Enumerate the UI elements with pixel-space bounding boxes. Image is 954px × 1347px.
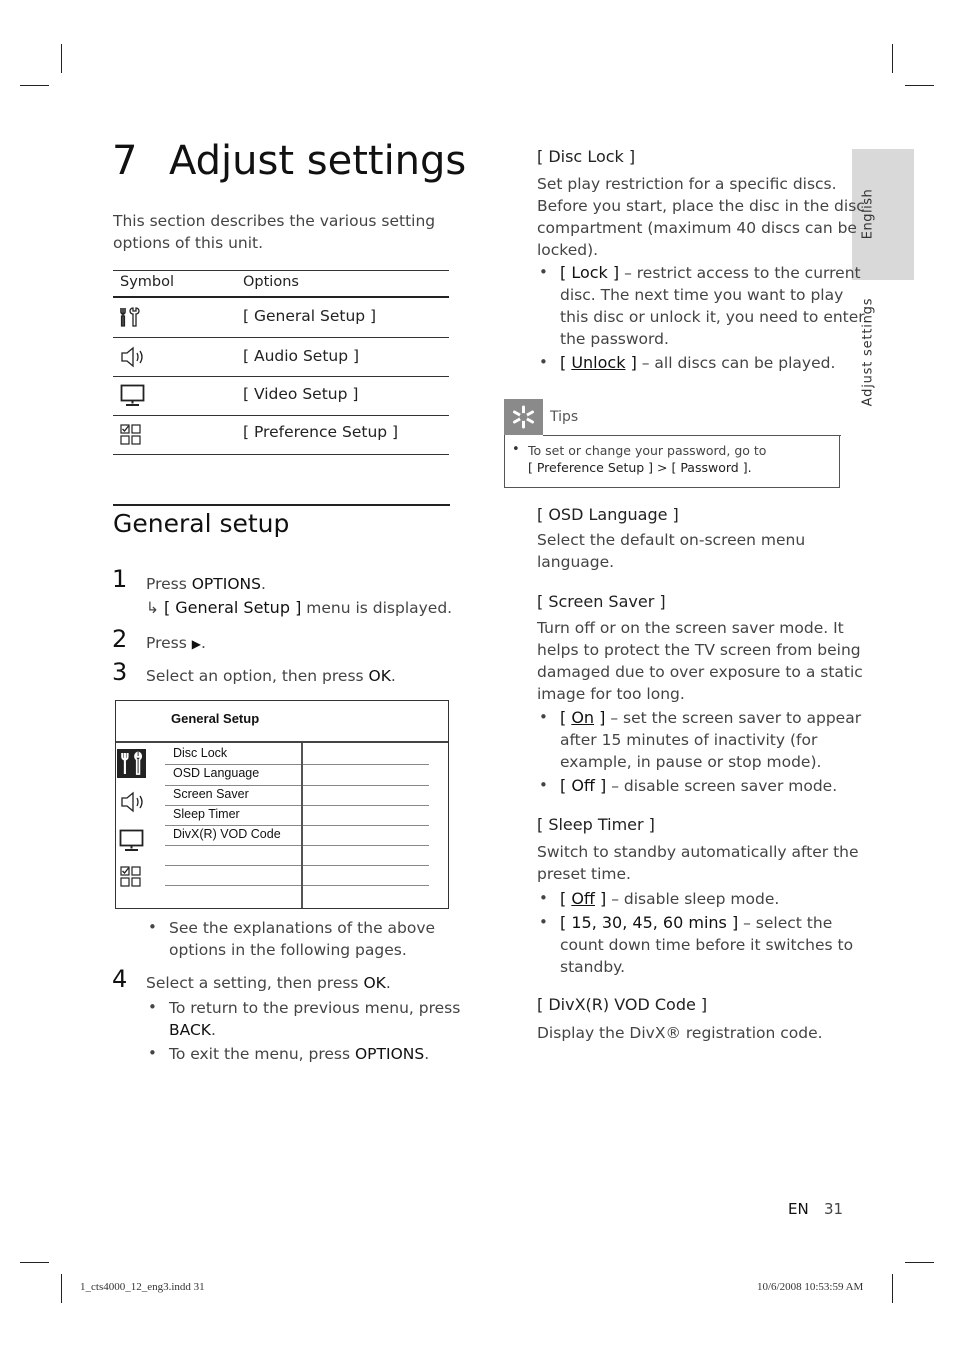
table-row: [113, 377, 449, 416]
osd-language-heading: [ OSD Language ]: [537, 505, 679, 524]
table-top-rule: [113, 270, 449, 271]
step-number: 4: [112, 965, 128, 993]
crop-mark: [61, 44, 62, 73]
screen-saver-heading: [ Screen Saver ]: [537, 592, 666, 611]
saver-on-line: example, in pause or stop mode).: [560, 753, 822, 771]
crop-mark: [20, 85, 49, 86]
bullet: •: [539, 913, 548, 931]
step-number: 2: [112, 625, 128, 653]
step-4-text: Select a setting, then press OK.: [146, 974, 391, 992]
saver-line: damaged due to over exposure to a static: [537, 663, 863, 681]
option-video-setup: [ Video Setup ]: [243, 385, 359, 403]
divx-heading: [ DivX(R) VOD Code ]: [537, 995, 708, 1014]
menu-item-disc-lock: Disc Lock: [173, 746, 228, 760]
footer-date: 10/6/2008 10:53:59 AM: [757, 1281, 864, 1293]
saver-line: image for too long.: [537, 685, 685, 703]
tips-line-2: [ Preference Setup ] > [ Password ].: [528, 460, 752, 475]
menu-item-screen-saver: Screen Saver: [173, 787, 249, 801]
general-setup-icon: [119, 306, 141, 328]
sleep-mins-line: count down time before it switches to: [560, 936, 854, 954]
step-1-text: Press OPTIONS.: [146, 575, 266, 593]
back-line-2: BACK.: [169, 1021, 216, 1039]
side-tab-english-label: English: [860, 188, 876, 240]
sleep-line: preset time.: [537, 865, 631, 883]
lock-line: disc. The next time you want to play: [560, 286, 844, 304]
lock-line: the password.: [560, 330, 669, 348]
lock-line: [ Lock ] – restrict access to the current: [560, 263, 861, 282]
bullet: •: [148, 918, 157, 936]
bullet: •: [148, 998, 157, 1016]
intro-line-2: options of this unit.: [113, 234, 264, 252]
saver-line: helps to protect the TV screen from being: [537, 641, 861, 659]
table-header-symbol: Symbol: [120, 274, 175, 290]
footer-filename: 1_cts4000_12_eng3.indd 31: [80, 1281, 205, 1293]
exit-line: To exit the menu, press OPTIONS.: [169, 1045, 430, 1063]
back-line-1: To return to the previous menu, press: [169, 999, 461, 1017]
table-row: [113, 338, 449, 377]
audio-setup-icon: [119, 346, 147, 368]
menu-title-rule: [116, 741, 448, 743]
saver-line: Turn off or on the screen saver mode. It: [537, 619, 844, 637]
menu-screenshot: [115, 700, 449, 909]
chapter-number: 7: [112, 138, 138, 184]
lock-line: this disc or unlock it, you need to enter: [560, 308, 865, 326]
saver-on-line: after 15 minutes of inactivity (for: [560, 731, 818, 749]
bullet: •: [539, 889, 548, 907]
crop-mark: [61, 1274, 62, 1303]
sleep-mins-line: standby.: [560, 958, 626, 976]
menu-item-osd-language: OSD Language: [173, 766, 260, 780]
intro-line-1: This section describes the various setting: [113, 212, 436, 230]
play-icon: ▶: [191, 637, 201, 651]
footer-lang: EN: [788, 1200, 809, 1218]
step-number: 3: [112, 658, 128, 686]
menu-general-tab: [117, 749, 146, 778]
general-setup-icon: [117, 749, 146, 778]
osd-line: language.: [537, 553, 615, 571]
bullet: •: [539, 776, 548, 794]
preference-setup-icon: [120, 866, 142, 888]
note-line-1: See the explanations of the above: [169, 919, 436, 937]
table-header-options: Options: [243, 274, 299, 290]
table-row: [113, 298, 449, 338]
divx-text: Display the DivX® registration code.: [537, 1024, 823, 1042]
section-heading: General setup: [113, 509, 290, 538]
bullet: •: [512, 442, 520, 457]
result-arrow-icon: ↳: [146, 599, 159, 617]
disc-lock-line: locked).: [537, 241, 599, 259]
unlock-line: [ Unlock ] – all discs can be played.: [560, 353, 836, 372]
disc-lock-line: compartment (maximum 40 discs can be: [537, 219, 857, 237]
bullet: •: [539, 708, 548, 726]
table-row: [113, 416, 449, 455]
note-line-2: options in the following pages.: [169, 941, 407, 959]
chapter-title: Adjust settings: [169, 138, 467, 184]
step-3-text: Select an option, then press OK.: [146, 667, 396, 685]
audio-setup-icon: [119, 791, 147, 813]
crop-mark: [905, 1262, 934, 1263]
video-setup-icon: [120, 384, 146, 408]
bullet: •: [539, 263, 548, 281]
section-rule: [113, 504, 450, 506]
option-audio-setup: [ Audio Setup ]: [243, 347, 360, 365]
sleep-timer-heading: [ Sleep Timer ]: [537, 815, 655, 834]
bullet: •: [539, 353, 548, 371]
sleep-mins-line: [ 15, 30, 45, 60 mins ] – select the: [560, 913, 833, 932]
disc-lock-line: Set play restriction for a specific discs.: [537, 175, 837, 193]
side-tab-adjust-label: Adjust settings: [860, 297, 876, 407]
tips-star-icon: [504, 399, 543, 435]
step-1-result: ↳ [ General Setup ] menu is displayed.: [146, 598, 453, 617]
step-2-text: Press ▶.: [146, 634, 206, 652]
video-setup-icon: [119, 829, 145, 853]
saver-on-line: [ On ] – set the screen saver to appear: [560, 708, 862, 727]
crop-mark: [905, 85, 934, 86]
crop-mark: [892, 1274, 893, 1303]
option-general-setup: [ General Setup ]: [243, 307, 377, 325]
disc-lock-line: Before you start, place the disc in the disc: [537, 197, 865, 215]
option-preference-setup: [ Preference Setup ]: [243, 423, 399, 441]
step-number: 1: [112, 565, 128, 593]
sleep-off-line: [ Off ] – disable sleep mode.: [560, 889, 780, 908]
disc-lock-heading: [ Disc Lock ]: [537, 147, 636, 166]
menu-title: General Setup: [171, 711, 260, 726]
tips-label: Tips: [550, 409, 579, 425]
crop-mark: [20, 1262, 49, 1263]
tips-line-1: To set or change your password, go to: [528, 443, 767, 458]
page-number: 31: [824, 1200, 844, 1218]
sleep-line: Switch to standby automatically after the: [537, 843, 859, 861]
menu-item-sleep-timer: Sleep Timer: [173, 807, 240, 821]
tips-icon-box: [504, 399, 543, 435]
preference-setup-icon: [120, 424, 142, 446]
crop-mark: [892, 44, 893, 73]
saver-off-line: [ Off ] – disable screen saver mode.: [560, 776, 838, 795]
menu-item-divx-vod-code: DivX(R) VOD Code: [173, 827, 281, 841]
bullet: •: [148, 1044, 157, 1062]
osd-line: Select the default on-screen menu: [537, 531, 806, 549]
